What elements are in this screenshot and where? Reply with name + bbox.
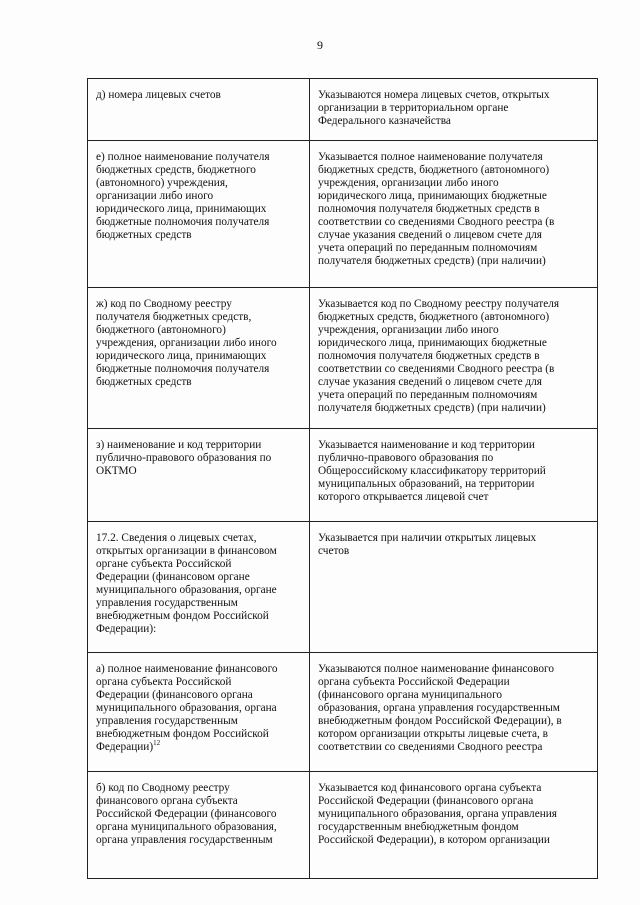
field-name-text: а) полное наименование финансового органа субъекта Российской Федерации (финансового органа муниципального образования, органа управления государственным внебюджетным фондом Российской Федерации) [96, 663, 278, 753]
table-row [88, 288, 598, 429]
field-description-cell: Указываются полное наименование финансового органа субъекта Российской Федерации (финансового органа муниципального образования, органа управления государственным внебюджетным фондом Российской Федерации), в котором организации открыты лицевые счета, в соответствии со сведениями Сводного реестра [310, 653, 598, 772]
field-description-cell: Указывается полное наименование получателя бюджетных средств, бюджетного (автономного) учреждения, организации либо иного юридического лица, принимающих бюджетные полномочия получателя бюджетных средств в соответствии со сведениями Сводного реестра (в случае указания сведений о лицевом счете для учета операций по переданным полномочиям получателя бюджетных средств) (при наличии) [310, 141, 598, 288]
field-name-cell: б) код по Сводному реестру финансового органа субъекта Российской Федерации (финансового органа муниципального образования, органа управления государственным [88, 772, 310, 879]
table-row [88, 772, 598, 879]
field-description-cell: Указывается наименование и код территории публично-правового образования по Общероссийскому классификатору территорий муниципальных образований, на территории которого открывается лицевой счет [310, 429, 598, 522]
table-row [88, 141, 598, 288]
table-row [88, 653, 598, 772]
field-description-cell: Указывается код финансового органа субъекта Российской Федерации (финансового органа муниципального образования, органа управления государственным внебюджетным фондом Российской Федерации), в котором организации [310, 772, 598, 879]
table-row [88, 429, 598, 522]
field-name-cell: ж) код по Сводному реестру получателя бюджетных средств, бюджетного (автономного) учреждения, организации либо иного юридического лица, принимающих бюджетные полномочия получателя бюджетных средств [88, 288, 310, 429]
field-description-cell: Указывается при наличии открытых лицевых счетов [310, 522, 598, 653]
field-name-cell [88, 653, 310, 772]
footnote-marker: 12 [153, 739, 161, 748]
requirements-table [87, 78, 598, 879]
section-heading-cell: 17.2. Сведения о лицевых счетах, открытых организации в финансовом органе субъекта Российской Федерации (финансовом органе муниципального образования, органе управления государственным внебюджетным фондом Российской Федерации): [88, 522, 310, 653]
field-description-cell: Указываются номера лицевых счетов, открытых организации в территориальном органе Федерального казначейства [310, 79, 598, 141]
table-row [88, 79, 598, 141]
field-name-cell: з) наименование и код территории публично-правового образования по ОКТМО [88, 429, 310, 522]
field-description-cell: Указывается код по Сводному реестру получателя бюджетных средств, бюджетного (автономного) учреждения, организации либо иного юридического лица, принимающих бюджетные полномочия получателя бюджетных средств в соответствии со сведениями Сводного реестра (в случае указания сведений о лицевом счете для учета операций по переданным полномочиям получателя бюджетных средств) (при наличии) [310, 288, 598, 429]
table-row [88, 522, 598, 653]
field-name-cell: д) номера лицевых счетов [88, 79, 310, 141]
field-name-cell: е) полное наименование получателя бюджетных средств, бюджетного (автономного) учреждения, организации либо иного юридического лица, принимающих бюджетные полномочия получателя бюджетных средств [88, 141, 310, 288]
page-number: 9 [317, 38, 323, 52]
